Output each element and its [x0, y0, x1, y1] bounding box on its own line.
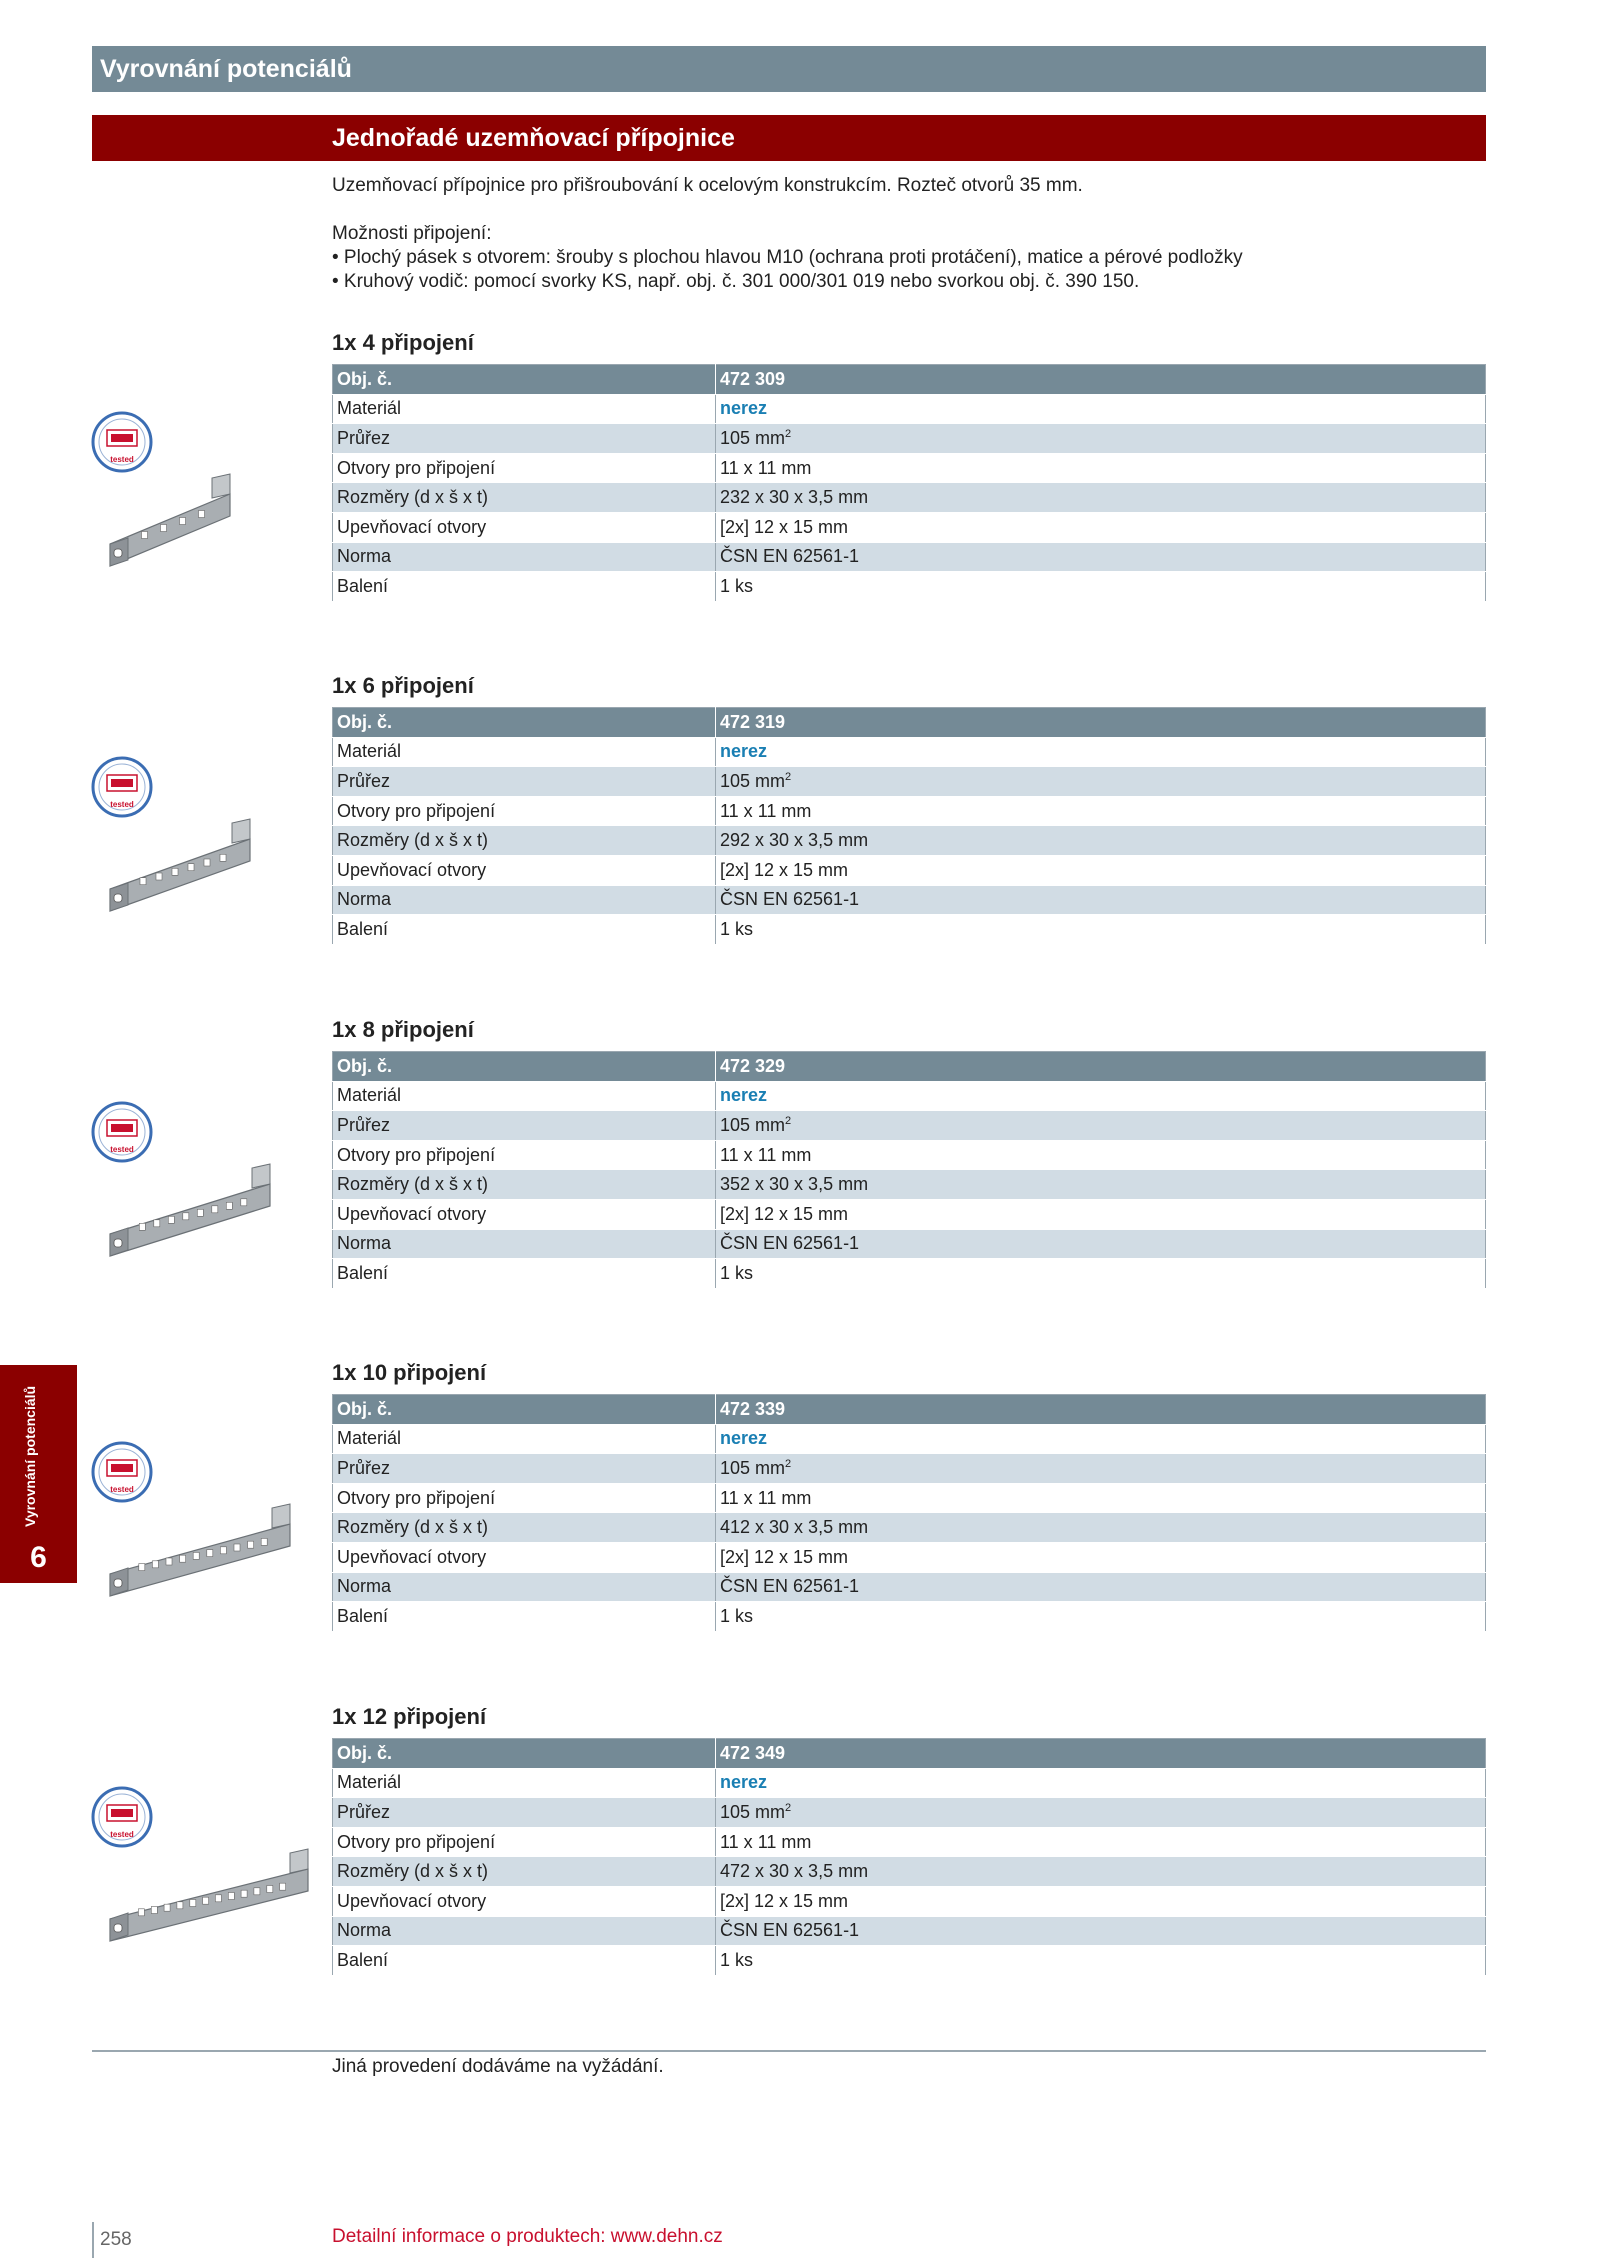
rozmery-value: 472 x 30 x 3,5 mm [716, 1857, 1486, 1887]
busbar-mount-hole [114, 549, 122, 557]
busbar-hole [199, 511, 205, 518]
busbar-hole [207, 1550, 213, 1557]
page-header-title: Vyrovnání potenciálů [100, 55, 352, 83]
spec-label: Obj. č. [333, 1739, 716, 1769]
spec-label: Otvory pro připojení [333, 1827, 716, 1857]
spec-row-material [333, 1081, 1486, 1111]
upevnovaci-value: [2x] 12 x 15 mm [716, 855, 1486, 885]
product-illustration [90, 745, 320, 945]
busbar-hole [142, 532, 148, 539]
baleni-value: 1 ks [716, 1946, 1486, 1976]
spec-row-upevnovaci [333, 512, 1486, 542]
spec-row-material [333, 394, 1486, 424]
material-value: nerez [716, 394, 1486, 424]
spec-row-otvory [333, 1483, 1486, 1513]
upevnovaci-value: [2x] 12 x 15 mm [716, 1199, 1486, 1229]
busbar-shape [110, 1504, 290, 1596]
norma-value: ČSN EN 62561-1 [716, 1229, 1486, 1259]
busbar-hole [254, 1888, 260, 1895]
tested-badge-icon [93, 758, 151, 816]
spec-label: Balení [333, 1602, 716, 1632]
busbar-mount-hole [114, 1239, 122, 1247]
spec-row-baleni [333, 1259, 1486, 1289]
busbar-hole [140, 878, 146, 885]
product-illustration [90, 1775, 320, 1975]
spec-label: Průřez [333, 767, 716, 797]
spec-label: Obj. č. [333, 365, 716, 395]
product-title: 1x 8 připojení [332, 1017, 474, 1042]
spec-label: Rozměry (d x š x t) [333, 1857, 716, 1887]
product-illustration [90, 1430, 320, 1630]
busbar-hole [152, 1561, 158, 1568]
busbar-hole [226, 1202, 232, 1209]
product-title: 1x 10 připojení [332, 1360, 487, 1385]
product-block [332, 1700, 1486, 1976]
product-block [332, 326, 1486, 602]
spec-row-prurez [333, 1454, 1486, 1484]
product-title: 1x 12 připojení [332, 1704, 487, 1729]
section-title: Jednořadé uzemňovací přípojnice [332, 124, 735, 152]
busbar-mount-hole [114, 894, 122, 902]
spec-label: Materiál [333, 394, 716, 424]
busbar-hole [139, 1223, 145, 1230]
spec-row-norma [333, 1229, 1486, 1259]
spec-label: Rozměry (d x š x t) [333, 483, 716, 513]
spec-row-material [333, 737, 1486, 767]
intro-line: Uzemňovací přípojnice pro přišroubování k ocelovým konstrukcím. Rozteč otvorů 35 mm. [332, 175, 1083, 196]
busbar-hole [139, 1564, 145, 1571]
busbar-hole [164, 1904, 170, 1911]
busbar-shape [110, 1164, 270, 1256]
spec-label: Průřez [333, 1454, 716, 1484]
busbar-shape [110, 819, 250, 911]
busbar-hole [228, 1893, 234, 1900]
rozmery-value: 412 x 30 x 3,5 mm [716, 1513, 1486, 1543]
order-number: 472 319 [716, 708, 1486, 738]
spec-table [332, 707, 1486, 945]
spec-row-upevnovaci [333, 1199, 1486, 1229]
busbar-hole [261, 1538, 267, 1545]
spec-label: Otvory pro připojení [333, 1483, 716, 1513]
spec-label: Otvory pro připojení [333, 1140, 716, 1170]
busbar-hole [177, 1902, 183, 1909]
prurez-value [716, 424, 1486, 454]
product-block [332, 1356, 1486, 1632]
spec-label: Materiál [333, 1768, 716, 1798]
tested-badge-icon [93, 1103, 151, 1161]
busbar-drawing [90, 745, 320, 945]
busbar-hole [234, 1544, 240, 1551]
busbar-hole [168, 1216, 174, 1223]
tested-badge-text: tested [110, 455, 134, 464]
tested-badge-text: tested [110, 800, 134, 809]
spec-table [332, 1394, 1486, 1632]
spec-table [332, 1738, 1486, 1976]
norma-value: ČSN EN 62561-1 [716, 885, 1486, 915]
busbar-hole [190, 1900, 196, 1907]
footer-link[interactable]: Detailní informace o produktech: www.dehn.cz [332, 2226, 723, 2247]
prurez-sup: 2 [785, 1457, 792, 1470]
spec-row-rozmery [333, 483, 1486, 513]
prurez-sup: 2 [785, 1801, 792, 1814]
prurez-value [716, 1111, 1486, 1141]
product-title: 1x 4 připojení [332, 330, 474, 355]
product-block [332, 1013, 1486, 1289]
busbar-hole [215, 1895, 221, 1902]
rozmery-value: 292 x 30 x 3,5 mm [716, 826, 1486, 856]
side-tab-number: 6 [30, 1541, 47, 1574]
spec-row-otvory [333, 796, 1486, 826]
tested-badge-icon [93, 1788, 151, 1846]
spec-label: Norma [333, 1572, 716, 1602]
product-illustration [90, 400, 320, 600]
spec-label: Materiál [333, 737, 716, 767]
spec-label: Norma [333, 885, 716, 915]
busbar-hole [161, 525, 167, 532]
spec-label: Upevňovací otvory [333, 1199, 716, 1229]
material-value: nerez [716, 737, 1486, 767]
otvory-value: 11 x 11 mm [716, 453, 1486, 483]
busbar-hole [248, 1541, 254, 1548]
prurez-value [716, 767, 1486, 797]
spec-label: Upevňovací otvory [333, 855, 716, 885]
busbar-hole [220, 1547, 226, 1554]
busbar-hole [197, 1209, 203, 1216]
spec-row-obj [333, 365, 1486, 395]
spec-row-baleni [333, 572, 1486, 602]
busbar-shape [110, 1849, 308, 1941]
spec-row-baleni [333, 1602, 1486, 1632]
busbar-hole [193, 1552, 199, 1559]
spec-label: Norma [333, 1229, 716, 1259]
spec-label: Rozměry (d x š x t) [333, 1513, 716, 1543]
product-block [332, 669, 1486, 945]
spec-label: Průřez [333, 1111, 716, 1141]
product-title: 1x 6 připojení [332, 673, 474, 698]
prurez-sup: 2 [785, 1114, 792, 1127]
prurez-value [716, 1798, 1486, 1828]
spec-label: Rozměry (d x š x t) [333, 1170, 716, 1200]
spec-row-obj [333, 1052, 1486, 1082]
tested-badge-text: tested [110, 1485, 134, 1494]
busbar-mount-hole [114, 1579, 122, 1587]
otvory-value: 11 x 11 mm [716, 1827, 1486, 1857]
spec-row-material [333, 1424, 1486, 1454]
prurez-sup: 2 [785, 770, 792, 783]
baleni-value: 1 ks [716, 1259, 1486, 1289]
spec-row-baleni [333, 1946, 1486, 1976]
busbar-hole [156, 873, 162, 880]
product-illustration [90, 1090, 320, 1290]
busbar-hole [203, 1897, 209, 1904]
page-number: 258 [92, 2222, 132, 2258]
spec-row-upevnovaci [333, 855, 1486, 885]
prurez-number: 105 mm [720, 770, 786, 791]
upevnovaci-value: [2x] 12 x 15 mm [716, 512, 1486, 542]
prurez-number: 105 mm [720, 427, 786, 448]
chapter-side-tab [0, 1365, 77, 1583]
order-number: 472 349 [716, 1739, 1486, 1769]
spec-row-prurez [333, 1111, 1486, 1141]
busbar-hole [180, 518, 186, 525]
spec-label: Balení [333, 1946, 716, 1976]
material-value: nerez [716, 1424, 1486, 1454]
spec-label: Průřez [333, 1798, 716, 1828]
spec-label: Rozměry (d x š x t) [333, 826, 716, 856]
spec-table [332, 364, 1486, 602]
norma-value: ČSN EN 62561-1 [716, 1916, 1486, 1946]
spec-row-otvory [333, 453, 1486, 483]
spec-row-rozmery [333, 1170, 1486, 1200]
spec-row-material [333, 1768, 1486, 1798]
busbar-drawing [90, 1090, 320, 1290]
spec-row-obj [333, 1395, 1486, 1425]
otvory-value: 11 x 11 mm [716, 1483, 1486, 1513]
spec-row-obj [333, 708, 1486, 738]
busbar-hole [212, 1206, 218, 1213]
spec-row-prurez [333, 424, 1486, 454]
busbar-hole [188, 864, 194, 871]
spec-row-upevnovaci [333, 1886, 1486, 1916]
busbar-hole [220, 854, 226, 861]
spec-row-obj [333, 1739, 1486, 1769]
spec-label: Balení [333, 572, 716, 602]
rozmery-value: 352 x 30 x 3,5 mm [716, 1170, 1486, 1200]
section-header [92, 115, 1486, 161]
busbar-hole [241, 1199, 247, 1206]
baleni-value: 1 ks [716, 572, 1486, 602]
busbar-hole [180, 1555, 186, 1562]
norma-value: ČSN EN 62561-1 [716, 1572, 1486, 1602]
spec-row-rozmery [333, 826, 1486, 856]
intro-text [332, 174, 1482, 294]
spec-row-prurez [333, 767, 1486, 797]
prurez-number: 105 mm [720, 1801, 786, 1822]
spec-label: Norma [333, 542, 716, 572]
spec-label: Materiál [333, 1424, 716, 1454]
material-value: nerez [716, 1081, 1486, 1111]
material-value: nerez [716, 1768, 1486, 1798]
busbar-hole [183, 1213, 189, 1220]
spec-row-norma [333, 1916, 1486, 1946]
spec-label: Obj. č. [333, 708, 716, 738]
busbar-hole [151, 1907, 157, 1914]
page-header [92, 46, 1486, 92]
upevnovaci-value: [2x] 12 x 15 mm [716, 1886, 1486, 1916]
busbar-drawing [90, 400, 320, 600]
options-bullet-1: • Plochý pásek s otvorem: šrouby s plochou hlavou M10 (ochrana proti protáčení), matice a pérové podložky [332, 247, 1243, 268]
spec-row-norma [333, 542, 1486, 572]
busbar-drawing [90, 1775, 320, 1975]
rozmery-value: 232 x 30 x 3,5 mm [716, 483, 1486, 513]
spec-label: Upevňovací otvory [333, 512, 716, 542]
spec-label: Upevňovací otvory [333, 1542, 716, 1572]
spec-label: Materiál [333, 1081, 716, 1111]
spec-row-otvory [333, 1140, 1486, 1170]
spec-label: Balení [333, 915, 716, 945]
prurez-sup: 2 [785, 427, 792, 440]
footer-divider [92, 2050, 1486, 2052]
busbar-hole [267, 1886, 273, 1893]
busbar-hole [280, 1883, 286, 1890]
baleni-value: 1 ks [716, 1602, 1486, 1632]
busbar-hole [241, 1890, 247, 1897]
tested-badge-text: tested [110, 1830, 134, 1839]
busbar-shape [110, 474, 230, 566]
spec-label: Průřez [333, 424, 716, 454]
spec-row-norma [333, 885, 1486, 915]
busbar-hole [172, 868, 178, 875]
spec-label: Otvory pro připojení [333, 796, 716, 826]
spec-table [332, 1051, 1486, 1289]
upevnovaci-value: [2x] 12 x 15 mm [716, 1542, 1486, 1572]
otvory-value: 11 x 11 mm [716, 796, 1486, 826]
spec-row-norma [333, 1572, 1486, 1602]
spec-label: Norma [333, 1916, 716, 1946]
spec-row-baleni [333, 915, 1486, 945]
spec-label: Obj. č. [333, 1395, 716, 1425]
norma-value: ČSN EN 62561-1 [716, 542, 1486, 572]
busbar-mount-hole [114, 1924, 122, 1932]
tested-badge-icon [93, 413, 151, 471]
spec-row-rozmery [333, 1513, 1486, 1543]
busbar-hole [166, 1558, 172, 1565]
order-number: 472 339 [716, 1395, 1486, 1425]
spec-label: Balení [333, 1259, 716, 1289]
busbar-hole [154, 1220, 160, 1227]
side-tab-text: Vyrovnání potenciálů [22, 1385, 38, 1527]
baleni-value: 1 ks [716, 915, 1486, 945]
spec-row-rozmery [333, 1857, 1486, 1887]
busbar-hole [138, 1909, 144, 1916]
options-title: Možnosti připojení: [332, 223, 492, 244]
tested-badge-text: tested [110, 1145, 134, 1154]
spec-label: Upevňovací otvory [333, 1886, 716, 1916]
options-bullet-2: • Kruhový vodič: pomocí svorky KS, např. obj. č. 301 000/301 019 nebo svorkou obj. č. 390 150. [332, 271, 1140, 292]
spec-row-upevnovaci [333, 1542, 1486, 1572]
order-number: 472 309 [716, 365, 1486, 395]
prurez-number: 105 mm [720, 1114, 786, 1135]
spec-row-prurez [333, 1798, 1486, 1828]
order-number: 472 329 [716, 1052, 1486, 1082]
prurez-value [716, 1454, 1486, 1484]
spec-row-otvory [333, 1827, 1486, 1857]
spec-label: Obj. č. [333, 1052, 716, 1082]
footer-note: Jiná provedení dodáváme na vyžádání. [332, 2056, 664, 2077]
tested-badge-icon [93, 1443, 151, 1501]
otvory-value: 11 x 11 mm [716, 1140, 1486, 1170]
prurez-number: 105 mm [720, 1457, 786, 1478]
busbar-drawing [90, 1430, 320, 1630]
busbar-hole [204, 859, 210, 866]
spec-label: Otvory pro připojení [333, 453, 716, 483]
